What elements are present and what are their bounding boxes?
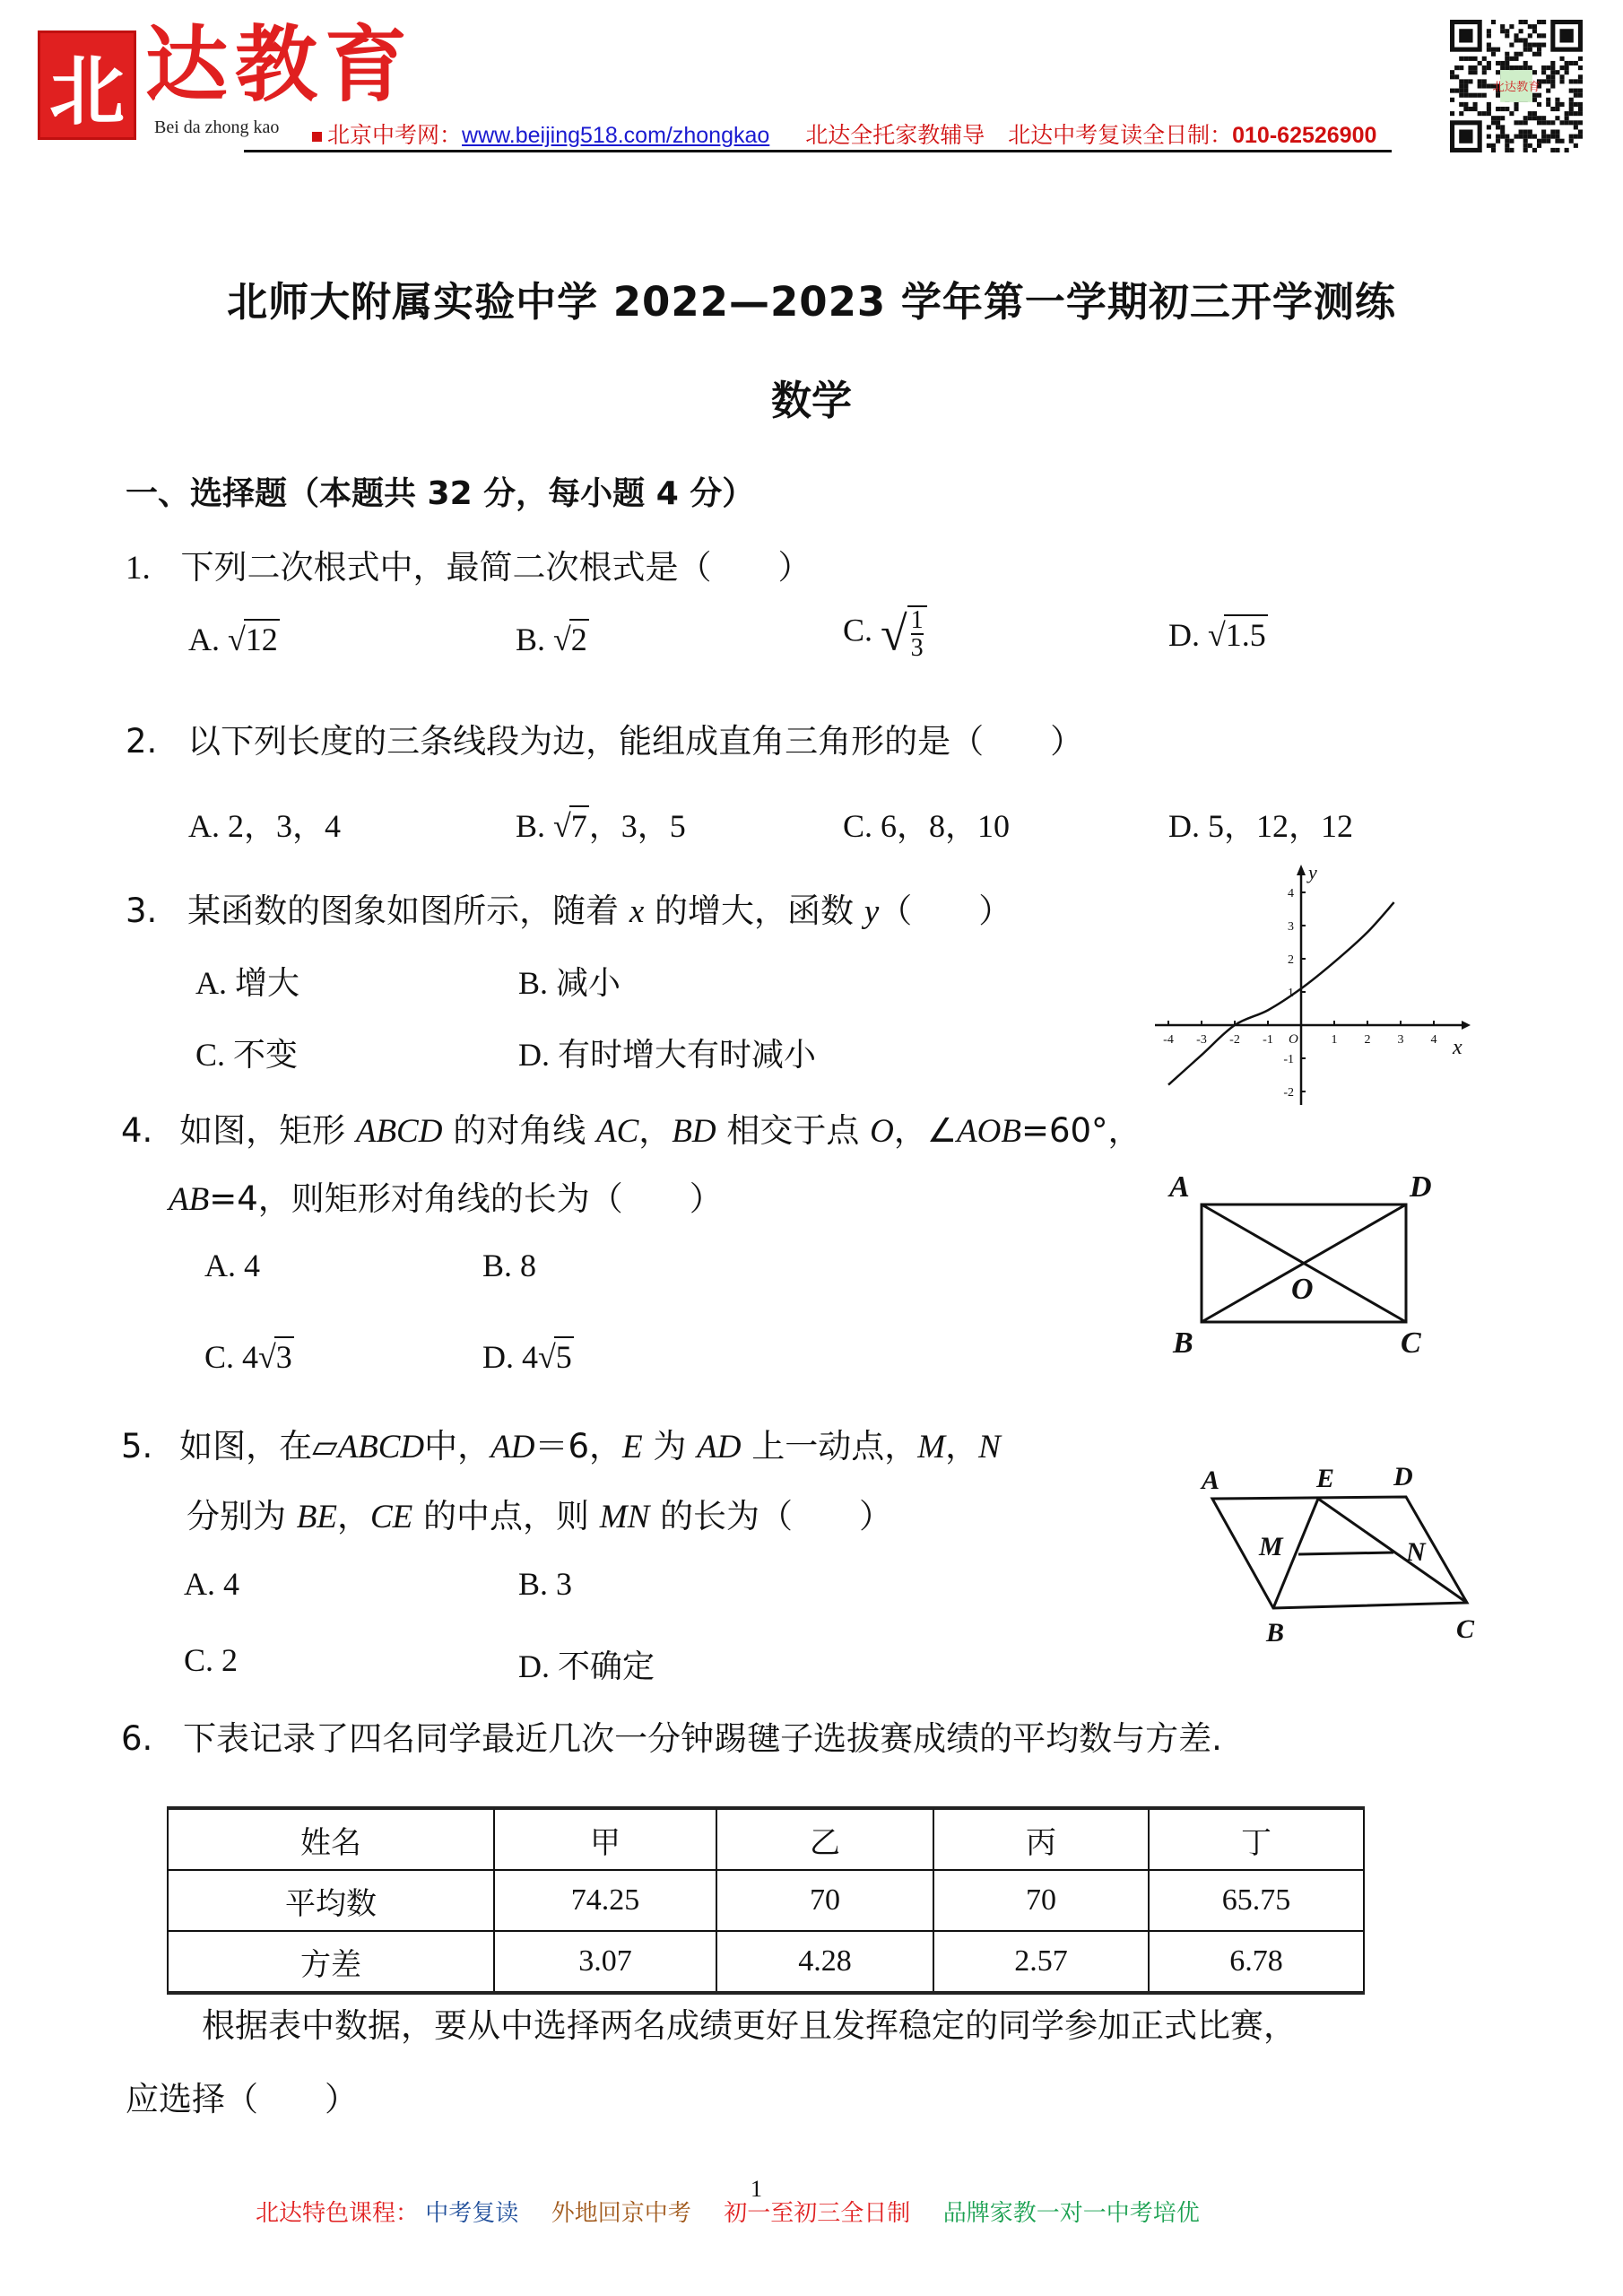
row-label: 平均数 <box>168 1870 494 1931</box>
x-tick-label: -1 <box>1263 1033 1273 1047</box>
x-tick-label: 2 <box>1364 1033 1371 1047</box>
section-heading: 一、选择题（本题共 32 分，每小题 4 分） <box>126 475 755 512</box>
option-2d[interactable] <box>1168 801 1353 847</box>
brand-subtitle: Bei da zhong kao <box>154 117 280 137</box>
option-4a[interactable] <box>204 1247 260 1284</box>
math-var: BE <box>296 1499 337 1535</box>
option-value: 4 <box>244 1248 260 1283</box>
question-number: 4. <box>121 1111 153 1150</box>
footer-courses <box>256 2195 1200 2228</box>
segment-mn <box>1298 1552 1393 1554</box>
label-e: E <box>1316 1464 1335 1493</box>
table-cell: 70 <box>933 1870 1149 1931</box>
option-3c[interactable] <box>195 1030 298 1075</box>
option-value: 2 <box>221 1642 239 1678</box>
label-b: B <box>1173 1326 1193 1360</box>
stats-table <box>167 1806 1365 1995</box>
math-var: AOB <box>957 1113 1021 1150</box>
math-var: MN <box>599 1499 650 1535</box>
footer-item: 品牌家教一对一中考培优 <box>942 2199 1200 2226</box>
site-link[interactable]: www.beijing518.com/zhongkao <box>462 123 770 148</box>
math-var: O <box>870 1113 894 1150</box>
question-text: =4，则矩形对角线的长为（ ） <box>209 1179 723 1218</box>
x-axis-label: x <box>1453 1036 1462 1059</box>
x-tick-label: -3 <box>1196 1033 1207 1047</box>
rectangle-figure <box>1166 1157 1480 1390</box>
option-4c[interactable]: C. 4√3 <box>204 1336 294 1376</box>
question-6-followup: 根据表中数据，要从中选择两名成绩更好且发挥稳定的同学参加正式比赛， <box>202 2006 1297 2045</box>
question-4 <box>121 1103 1141 1152</box>
table-cell: 4.28 <box>716 1931 933 1993</box>
question-text: 为 <box>642 1427 698 1465</box>
question-text: 如图，矩形 <box>179 1111 356 1150</box>
option-2c[interactable] <box>843 801 1010 847</box>
logo-char: 北 <box>48 46 125 135</box>
option-3b[interactable] <box>518 958 621 1004</box>
option-4b[interactable] <box>482 1247 536 1284</box>
coefficient: 4 <box>242 1339 259 1375</box>
option-2b[interactable]: B. √7，3，5 <box>516 801 686 847</box>
question-text: 某函数的图象如图所示，随着 <box>187 891 629 930</box>
y-axis-arrow-icon <box>1297 865 1306 875</box>
question-text: 下表记录了四名同学最近几次一分钟踢毽子选拔赛成绩的平均数与方差. <box>183 1719 1222 1758</box>
option-1d[interactable]: D. √1.5 <box>1168 614 1268 654</box>
table-header-cell: 甲 <box>494 1808 716 1870</box>
table-header-cell: 丙 <box>933 1808 1149 1870</box>
option-1a[interactable]: A. √12 <box>188 619 280 658</box>
question-text: 以下列长度的三条线段为边，能组成直角三角形的是（ ） <box>187 722 1084 761</box>
question-4-line-2 <box>169 1171 723 1220</box>
question-text: 的长为（ ） <box>649 1497 893 1535</box>
qr-logo: 北达教育 <box>1492 80 1541 94</box>
table-header-cell: 丁 <box>1149 1808 1364 1870</box>
parallelogram-figure <box>1184 1453 1506 1677</box>
x-tick-label: 3 <box>1397 1033 1404 1047</box>
coefficient: 4 <box>522 1339 538 1375</box>
option-label: A. <box>195 965 227 1001</box>
x-tick-label: -2 <box>1229 1033 1240 1047</box>
radicand: 5 <box>554 1336 574 1376</box>
math-var: M <box>917 1429 946 1465</box>
footer-item: 外地回京中考 <box>551 2199 691 2226</box>
exam-title: 北师大附属实验中学 2022—2023 学年第一学期初三开学测练 <box>227 278 1396 326</box>
radicand: 7 <box>569 805 589 845</box>
option-value: 8 <box>520 1248 537 1283</box>
option-5a[interactable] <box>184 1565 239 1603</box>
question-text: 的中点，则 <box>412 1497 600 1535</box>
radicand: 2 <box>569 619 589 658</box>
question-6 <box>121 1711 1222 1760</box>
brand-name: 达教育 <box>145 16 415 113</box>
question-text: 上一动点， <box>741 1427 918 1465</box>
math-var: E <box>622 1429 643 1465</box>
phone-number: 010-62526900 <box>1232 123 1377 148</box>
option-3a[interactable] <box>195 958 299 1004</box>
option-label: A. <box>204 1248 236 1283</box>
y-tick-label: -2 <box>1283 1086 1294 1100</box>
option-value: 有时增大有时减小 <box>558 1037 817 1074</box>
site-label: 北京中考网： <box>327 123 463 148</box>
label-n: N <box>1406 1537 1426 1567</box>
y-tick-label: 1 <box>1288 987 1294 1000</box>
option-label: C. <box>195 1037 226 1073</box>
label-d: D <box>1410 1170 1432 1204</box>
radicand: 3 <box>274 1336 294 1376</box>
question-text: ， <box>638 1111 673 1150</box>
math-var: AD <box>490 1429 535 1465</box>
variable-x: x <box>629 893 645 930</box>
option-label: C. <box>843 612 873 648</box>
fraction <box>907 605 927 662</box>
footer-item: 中考复读 <box>425 2199 519 2226</box>
table-header-cell: 姓名 <box>168 1808 494 1870</box>
option-value: 增大 <box>235 965 300 1002</box>
option-label: D. <box>1168 808 1200 844</box>
option-label: C. <box>204 1339 235 1375</box>
question-text: 的增大，函数 <box>644 891 864 930</box>
label-b: B <box>1266 1618 1285 1648</box>
question-text: ＝6， <box>534 1427 623 1465</box>
header-divider <box>244 150 1392 152</box>
option-label: D. <box>518 1037 550 1073</box>
y-tick-label: 2 <box>1288 953 1294 967</box>
math-var: BD <box>672 1113 716 1150</box>
option-5c[interactable] <box>184 1641 238 1679</box>
question-text: （ ） <box>879 891 1012 930</box>
option-label: D. <box>518 1648 550 1684</box>
label-o: O <box>1291 1273 1314 1306</box>
table-cell: 74.25 <box>494 1870 716 1931</box>
option-value: 不变 <box>233 1037 299 1074</box>
label-a: A <box>1169 1170 1190 1204</box>
question-6-prompt: 应选择（ ） <box>126 2080 358 2118</box>
table-cell: 2.57 <box>933 1931 1149 1993</box>
y-tick-label: 4 <box>1288 887 1294 900</box>
question-5 <box>121 1419 1001 1467</box>
option-2a[interactable] <box>188 801 341 847</box>
option-label: B. <box>516 808 546 844</box>
option-label: A. <box>188 808 220 844</box>
option-value: 减小 <box>556 965 621 1002</box>
option-value: ，3，5 <box>588 808 686 844</box>
question-text: 下列二次根式中，最简二次根式是（ ） <box>180 548 812 587</box>
question-5-line-2 <box>187 1489 892 1537</box>
option-value: 5，12，12 <box>1208 808 1354 844</box>
function-graph <box>1148 861 1506 1112</box>
math-var: N <box>978 1429 1001 1465</box>
option-3d[interactable] <box>518 1030 816 1075</box>
origin-label: O <box>1289 1032 1298 1047</box>
y-tick-label: -1 <box>1283 1053 1294 1066</box>
label-d: D <box>1393 1462 1413 1492</box>
option-label: D. <box>482 1339 514 1375</box>
page-number: 1 <box>751 2176 762 2202</box>
option-4d[interactable]: D. 4√5 <box>482 1336 574 1376</box>
question-text: 如图，在▱ <box>179 1427 338 1465</box>
option-1c[interactable]: C. √ $\frac{1}{3}$ <box>843 605 927 662</box>
y-axis-label: y <box>1308 861 1317 883</box>
x-axis-arrow-icon <box>1462 1021 1471 1030</box>
label-c: C <box>1401 1326 1421 1360</box>
y-tick-label: 3 <box>1288 920 1294 934</box>
question-text: 中， <box>424 1427 491 1465</box>
table-header-cell: 乙 <box>716 1808 933 1870</box>
radicand: 12 <box>244 619 280 658</box>
question-text: 相交于点 <box>716 1111 871 1150</box>
function-curve <box>1168 902 1394 1085</box>
question-number: 5. <box>121 1427 153 1465</box>
footer-label: 北达特色课程： <box>256 2199 420 2226</box>
x-tick-label: 4 <box>1430 1033 1437 1047</box>
option-value: 6，8，10 <box>881 808 1011 844</box>
label-m: M <box>1259 1532 1283 1561</box>
question-number: 2. <box>126 722 158 761</box>
option-value: 4 <box>223 1566 239 1602</box>
service-repeat: 北达中考复读全日制： <box>1008 123 1233 148</box>
option-value: 2，3，4 <box>228 808 342 844</box>
x-tick-label: 1 <box>1331 1033 1338 1047</box>
option-label: C. <box>184 1642 214 1678</box>
table-cell: 65.75 <box>1149 1870 1364 1931</box>
question-3 <box>126 883 1011 932</box>
question-text: =60°， <box>1020 1111 1141 1150</box>
question-1 <box>126 540 812 588</box>
question-number: 6. <box>121 1719 153 1758</box>
question-2 <box>126 714 1083 762</box>
option-label: B. <box>518 1566 549 1602</box>
logo-mark <box>38 30 136 140</box>
variable-y: y <box>864 893 880 930</box>
question-text: 分别为 <box>187 1497 297 1535</box>
denominator: 3 <box>910 634 924 663</box>
header-info <box>312 117 1376 150</box>
question-text: 的对角线 <box>442 1111 596 1150</box>
question-number: 3. <box>126 891 158 930</box>
numerator: 1 <box>910 606 924 634</box>
radicand: 1.5 <box>1224 614 1268 654</box>
table-cell: 70 <box>716 1870 933 1931</box>
option-value: 不确定 <box>558 1648 655 1685</box>
question-text: ， <box>336 1497 370 1535</box>
row-label: 方差 <box>168 1931 494 1993</box>
math-var: AC <box>595 1113 639 1150</box>
question-text: ， <box>945 1427 979 1465</box>
footer-item: 初一至初三全日制 <box>724 2199 911 2226</box>
option-label: A. <box>188 622 220 657</box>
bullet-square-icon <box>312 132 322 142</box>
option-1b[interactable]: B. √2 <box>516 619 589 658</box>
math-var: AD <box>697 1429 742 1465</box>
option-value: 3 <box>556 1566 573 1602</box>
qr-code-icon[interactable] <box>1450 20 1583 152</box>
question-number: 1. <box>126 550 151 587</box>
option-label: A. <box>184 1566 215 1602</box>
table-cell: 6.78 <box>1149 1931 1364 1993</box>
service-tutoring: 北达全托家教辅导 <box>805 123 985 148</box>
question-text: ，∠ <box>893 1111 958 1150</box>
label-c: C <box>1456 1614 1475 1644</box>
option-label: D. <box>1168 617 1200 653</box>
table-row <box>168 1870 1364 1931</box>
segment-ce <box>1318 1499 1467 1603</box>
option-5d[interactable] <box>518 1641 655 1687</box>
option-label: B. <box>482 1248 513 1283</box>
x-tick-label: -4 <box>1163 1033 1174 1047</box>
option-label: B. <box>516 622 546 657</box>
option-label: C. <box>843 808 873 844</box>
table-row <box>168 1931 1364 1993</box>
table-cell: 3.07 <box>494 1931 716 1993</box>
math-var: CE <box>369 1499 413 1535</box>
option-5b[interactable] <box>518 1565 572 1603</box>
math-var: AB <box>169 1181 210 1218</box>
table-header-row <box>168 1808 1364 1870</box>
label-a: A <box>1202 1465 1220 1495</box>
math-var: ABCD <box>355 1113 443 1150</box>
math-var: ABCD <box>337 1429 425 1465</box>
subject-title: 数学 <box>770 377 852 424</box>
option-label: B. <box>518 965 549 1001</box>
